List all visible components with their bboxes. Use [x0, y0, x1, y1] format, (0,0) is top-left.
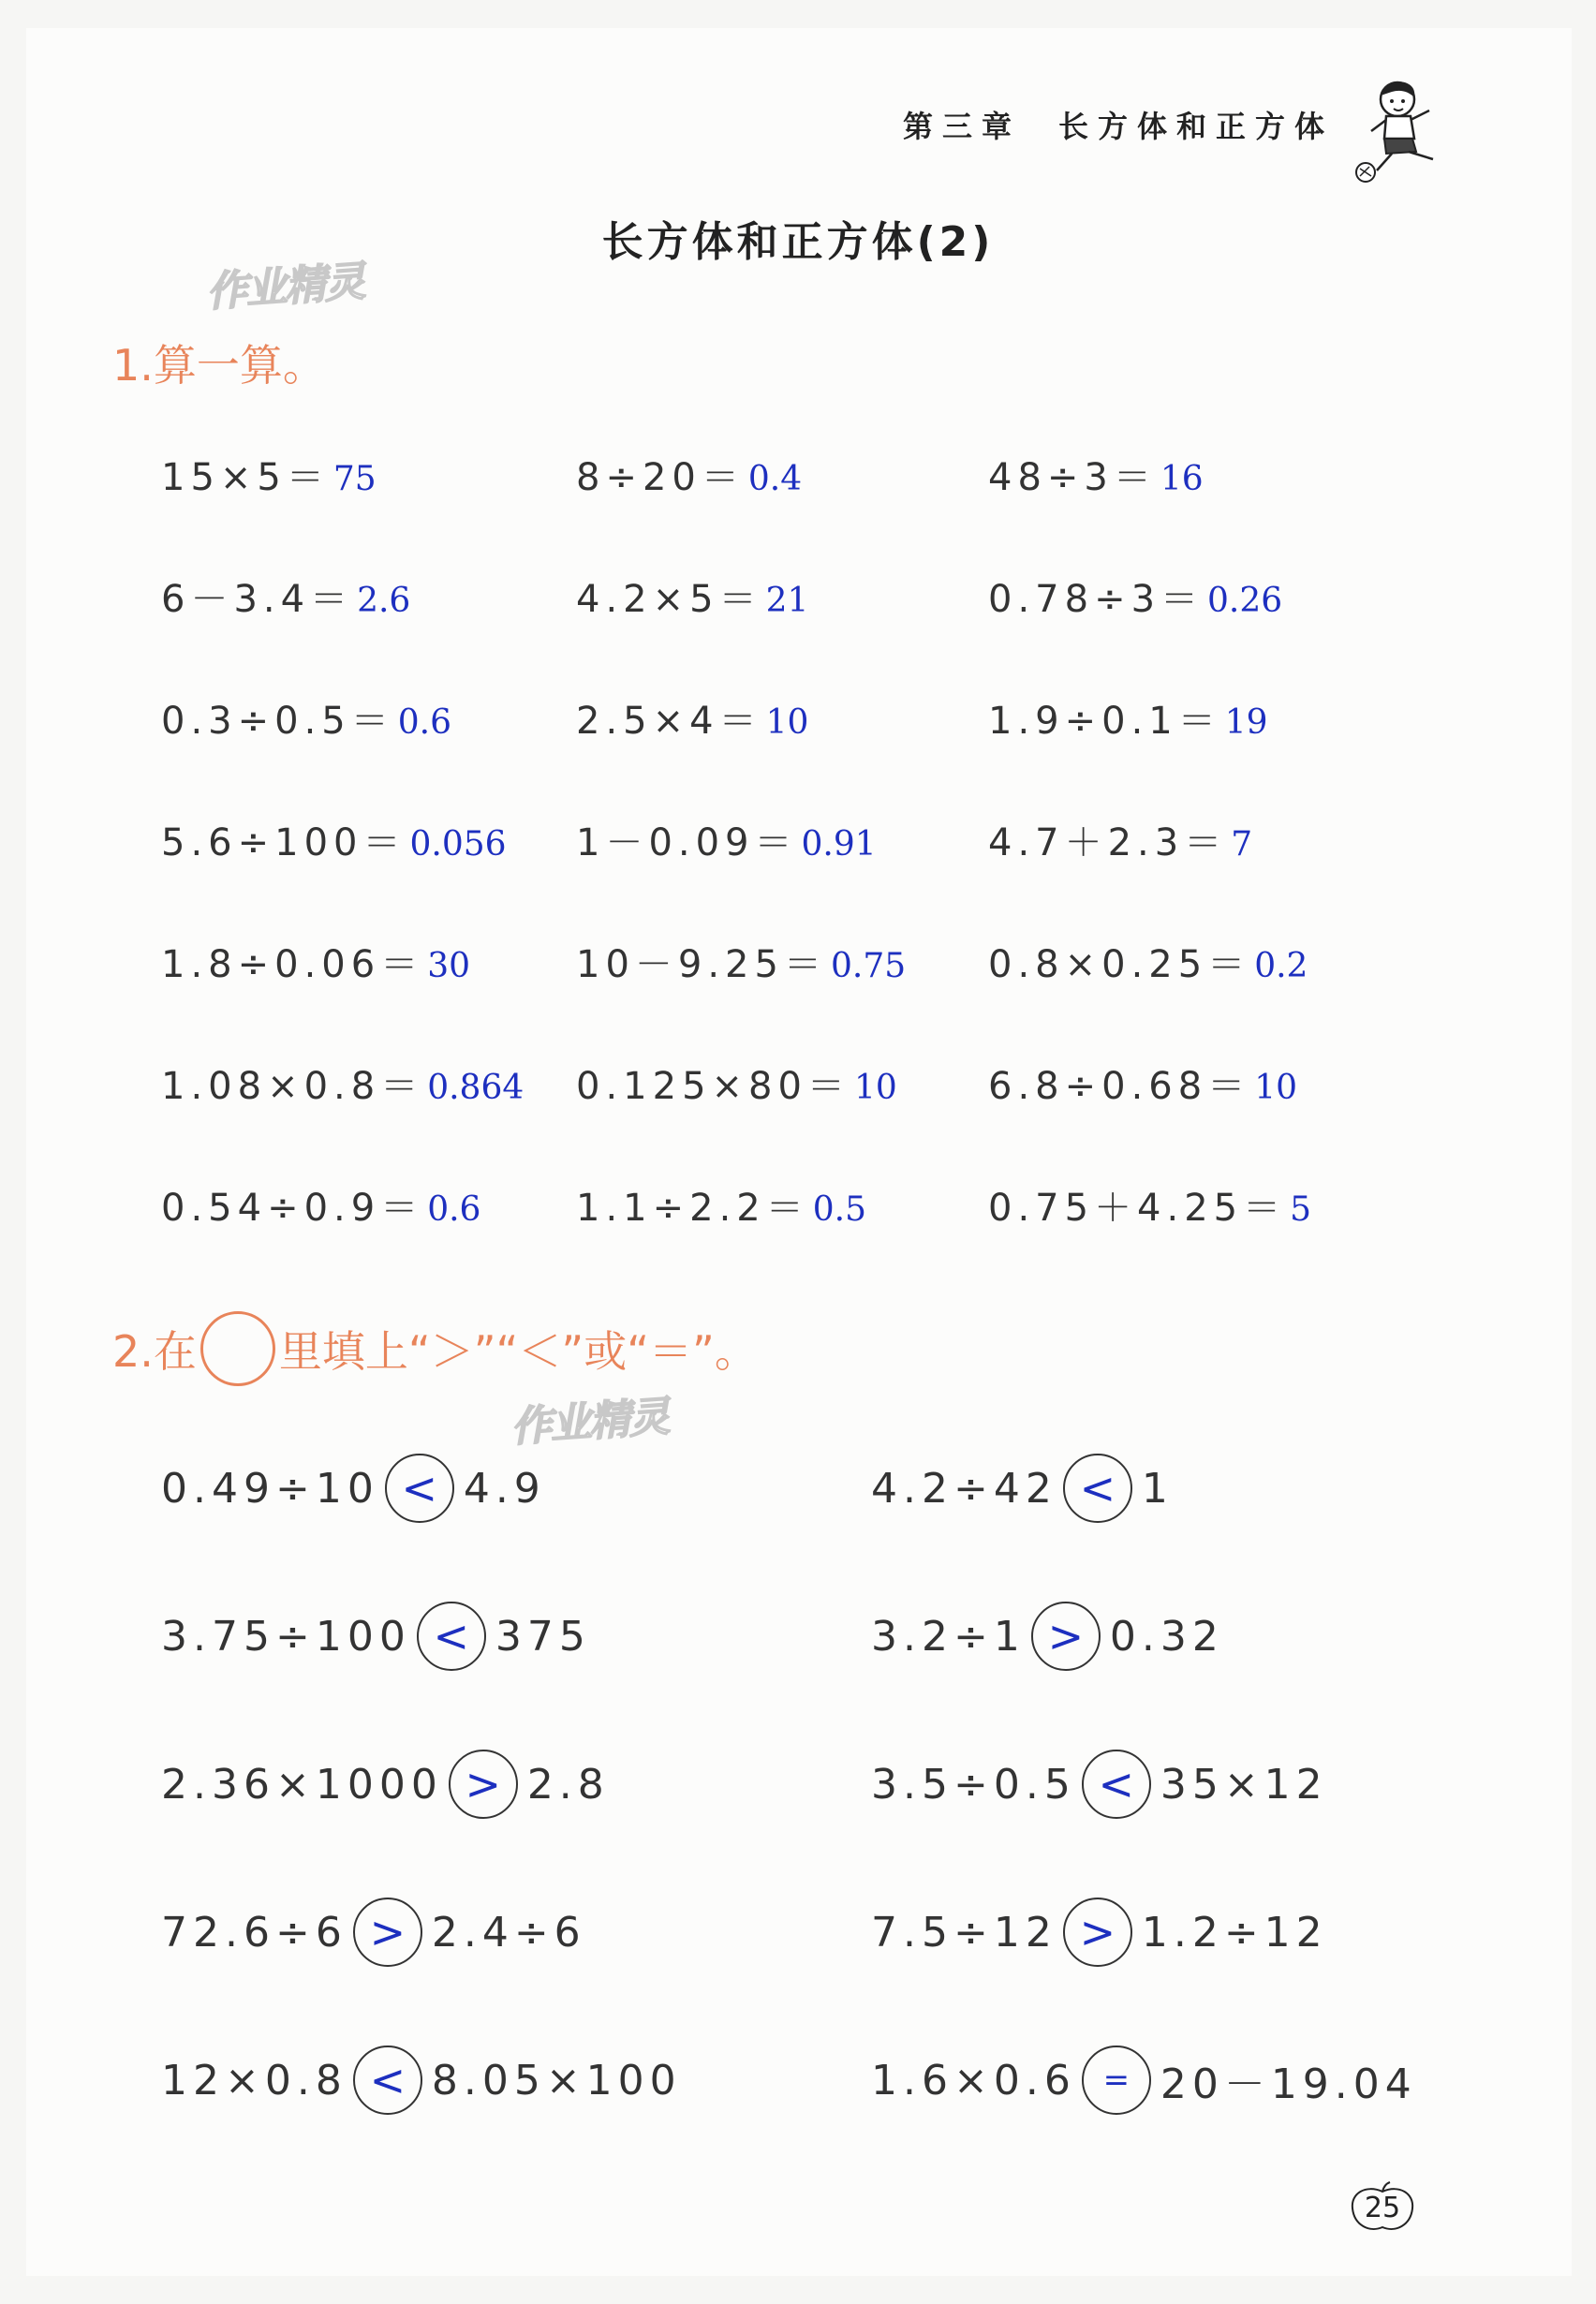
left-expression: 7.5÷12 [871, 1908, 1057, 1957]
answer: 0.056 [409, 825, 507, 864]
comparison-sign-circle: = [1082, 2046, 1151, 2115]
comparison-sign-circle: < [1063, 1454, 1132, 1523]
left-expression: 3.5÷0.5 [871, 1760, 1076, 1809]
calculation-item [576, 935, 906, 988]
expression: 1－0.09＝ [576, 821, 798, 864]
answer: 75 [332, 460, 377, 498]
expression: 1.9÷0.1＝ [988, 700, 1221, 743]
expression: 10－9.25＝ [576, 943, 827, 986]
calculation-item [988, 1178, 1311, 1232]
section-2-title-prefix: 2.在 [112, 1326, 197, 1377]
calculation-item [161, 569, 410, 623]
comparison-item [161, 1454, 546, 1523]
expression: 5.6÷100＝ [161, 821, 406, 864]
comparison-sign-circle: < [353, 2046, 422, 2115]
right-expression: 1 [1141, 1464, 1174, 1513]
calculation-item [576, 569, 808, 623]
section-2-title-suffix: 里填上“＞”“＜”或“＝”。 [278, 1326, 758, 1377]
answer: 0.6 [397, 703, 452, 742]
comparison-item [161, 1750, 610, 1819]
watermark: 作业精灵 [509, 1393, 670, 1452]
left-expression: 12×0.8 [161, 2056, 347, 2105]
comparison-sign-circle: < [1082, 1750, 1151, 1819]
expression: 0.78÷3＝ [988, 578, 1204, 621]
expression: 15×5＝ [161, 456, 330, 499]
answer: 0.2 [1254, 947, 1308, 985]
comparison-item [871, 1454, 1174, 1523]
right-expression: 8.05×100 [431, 2056, 682, 2105]
left-expression: 1.6×0.6 [871, 2056, 1076, 2105]
comparison-sign-circle: > [449, 1750, 518, 1819]
calculation-item [988, 691, 1268, 745]
watermark: 作业精灵 [204, 258, 365, 317]
comparison-item [161, 1898, 586, 1967]
section-2-title [112, 1311, 758, 1386]
page-number: 25 [1347, 2180, 1418, 2235]
answer: 19 [1224, 703, 1268, 742]
calculation-item [576, 1056, 897, 1110]
answer: 2.6 [357, 582, 411, 620]
expression: 48÷3＝ [988, 456, 1157, 499]
right-expression: 2.8 [526, 1760, 610, 1809]
answer: 10 [765, 703, 809, 742]
page-title: 长方体和正方体(2) [601, 218, 995, 266]
expression: 0.3÷0.5＝ [161, 700, 394, 743]
comparison-item [871, 1602, 1224, 1671]
comparison-item [871, 2046, 1417, 2115]
calculation-item [576, 1178, 866, 1232]
left-expression: 3.2÷1 [871, 1612, 1026, 1661]
answer: 0.26 [1207, 582, 1283, 620]
answer: 7 [1231, 825, 1253, 864]
expression: 4.2×5＝ [576, 578, 762, 621]
comparison-sign-circle: < [417, 1602, 486, 1671]
answer: 10 [1254, 1069, 1298, 1107]
calculation-item [988, 935, 1308, 988]
comparison-sign-circle: > [1063, 1898, 1132, 1967]
calculation-item [161, 1178, 480, 1232]
answer: 30 [427, 947, 471, 985]
expression: 0.8×0.25＝ [988, 943, 1251, 986]
answer: 16 [1160, 460, 1204, 498]
calculation-item [161, 691, 451, 745]
calculation-item [576, 813, 877, 866]
answer: 10 [853, 1069, 897, 1107]
left-expression: 0.49÷10 [161, 1464, 379, 1513]
right-expression: 2.4÷6 [431, 1908, 586, 1957]
comparison-sign-circle: > [353, 1898, 422, 1967]
calculation-item [988, 569, 1282, 623]
comparison-sign-circle: > [1031, 1602, 1101, 1671]
calculation-item [988, 1056, 1297, 1110]
right-expression: 4.9 [463, 1464, 546, 1513]
expression: 6－3.4＝ [161, 578, 354, 621]
comparison-item [871, 1750, 1328, 1819]
expression: 0.75＋4.25＝ [988, 1187, 1287, 1230]
calculation-item [161, 1056, 524, 1110]
answer: 5 [1290, 1190, 1312, 1229]
right-expression: 20－19.04 [1160, 2060, 1417, 2108]
right-expression: 375 [495, 1612, 591, 1661]
right-expression: 0.32 [1109, 1612, 1224, 1661]
comparison-sign-circle: < [385, 1454, 454, 1523]
calculation-item [161, 935, 470, 988]
chapter-title: 长方体和正方体 [1057, 109, 1334, 144]
answer: 0.5 [812, 1190, 867, 1229]
calculation-item [161, 813, 507, 866]
right-expression: 1.2÷12 [1141, 1908, 1328, 1957]
expression: 4.7＋2.3＝ [988, 821, 1228, 864]
boy-mascot-icon [1349, 73, 1461, 185]
left-expression: 4.2÷42 [871, 1464, 1057, 1513]
section-1-title: 1.算一算。 [112, 340, 326, 391]
answer: 0.864 [427, 1069, 525, 1107]
calculation-item [161, 448, 377, 501]
answer: 0.6 [427, 1190, 481, 1229]
comparison-item [161, 1602, 591, 1671]
blank-circle-icon [200, 1311, 275, 1386]
expression: 2.5×4＝ [576, 700, 762, 743]
left-expression: 2.36×1000 [161, 1760, 443, 1809]
answer: 0.75 [830, 947, 907, 985]
calculation-item [576, 448, 802, 501]
right-expression: 35×12 [1160, 1760, 1328, 1809]
comparison-item [871, 1898, 1328, 1967]
calculation-item [576, 691, 808, 745]
answer: 0.4 [747, 460, 803, 498]
left-expression: 3.75÷100 [161, 1612, 411, 1661]
calculation-item [988, 448, 1204, 501]
left-expression: 72.6÷6 [161, 1908, 347, 1957]
expression: 1.1÷2.2＝ [576, 1187, 809, 1230]
chapter-number: 第三章 [902, 109, 1021, 144]
expression: 0.125×80＝ [576, 1065, 850, 1108]
expression: 1.08×0.8＝ [161, 1065, 424, 1108]
answer: 0.91 [801, 825, 877, 864]
expression: 8÷20＝ [576, 456, 745, 499]
expression: 0.54÷0.9＝ [161, 1187, 424, 1230]
chapter-header [865, 103, 1334, 146]
comparison-item [161, 2046, 682, 2115]
answer: 21 [765, 582, 809, 620]
expression: 6.8÷0.68＝ [988, 1065, 1251, 1108]
expression: 1.8÷0.06＝ [161, 943, 424, 986]
calculation-item [988, 813, 1252, 866]
